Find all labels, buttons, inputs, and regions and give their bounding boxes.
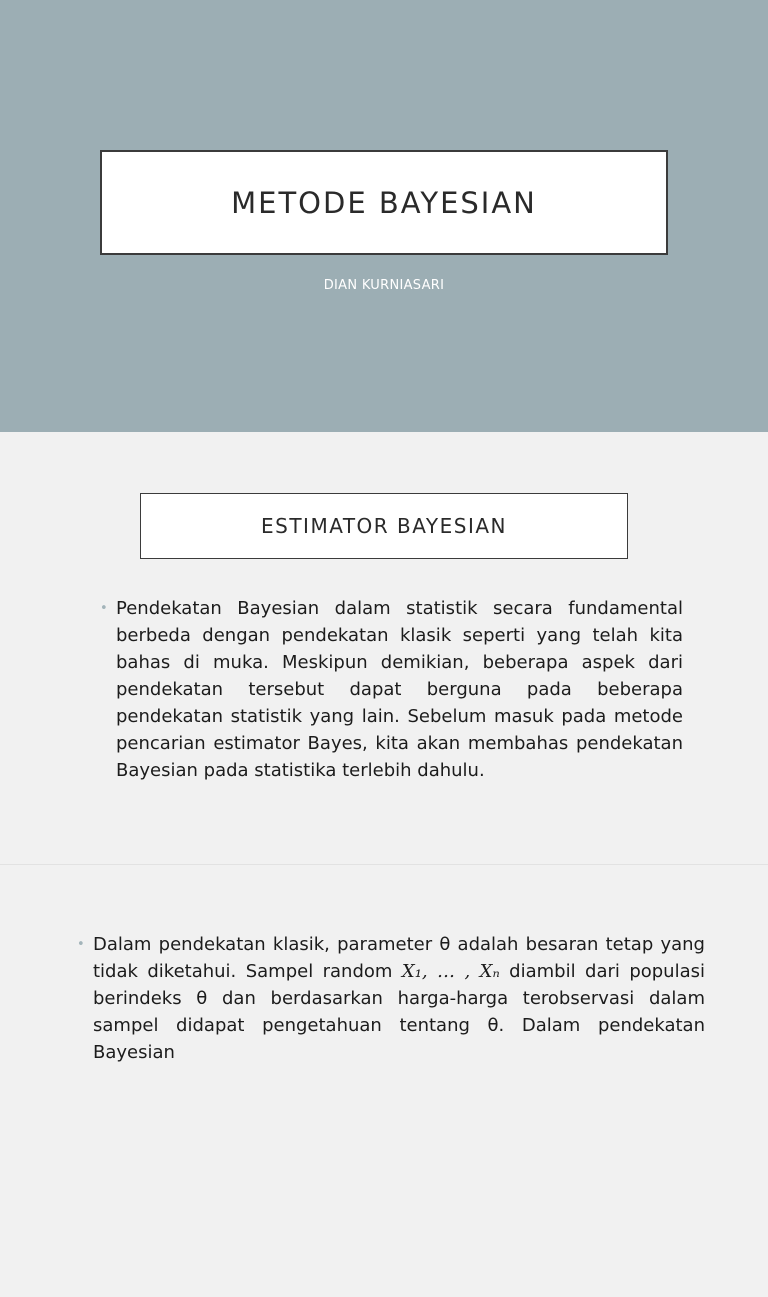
bullet-icon: • bbox=[100, 601, 108, 616]
bullet-text-part2: diambil dari populasi berindeks θ dan berdasarkan harga-harga terobservasi dalam sampel didapat pengetahuan tentang θ. Dalam pendekatan Bayesian bbox=[93, 961, 705, 1063]
slide-subtitle: DIAN KURNIASARI bbox=[323, 278, 445, 293]
bullet-text-part1: Dalam pendekatan klasik, parameter θ adalah besaran tetap yang tidak diketahui. Sampel random bbox=[93, 934, 705, 982]
heading-box bbox=[140, 493, 628, 559]
math-sample-variables: X₁, … , Xₙ bbox=[401, 961, 500, 982]
title-box bbox=[100, 150, 668, 255]
slide-title: METODE BAYESIAN bbox=[231, 185, 537, 220]
bullet-text: Pendekatan Bayesian dalam statistik secara fundamental berbeda dengan pendekatan klasik seperti yang telah kita bahas di muka. Meskipun demikian, beberapa aspek dari pendekatan tersebut dapat berguna pada beberapa pendekatan statistik yang lain. Sebelum masuk pada metode pencarian estimator Bayes, kita akan membahas pendekatan Bayesian pada statistika terlebih dahulu. bbox=[116, 598, 683, 781]
bullet-item bbox=[100, 595, 683, 784]
bullet-text bbox=[93, 931, 705, 1066]
bullet-item bbox=[77, 931, 705, 1066]
content-slide-klasik bbox=[0, 865, 768, 1297]
slide-heading: ESTIMATOR BAYESIAN bbox=[261, 514, 507, 538]
content-slide-estimator bbox=[0, 432, 768, 864]
title-slide bbox=[0, 0, 768, 432]
bullet-icon: • bbox=[77, 937, 85, 952]
